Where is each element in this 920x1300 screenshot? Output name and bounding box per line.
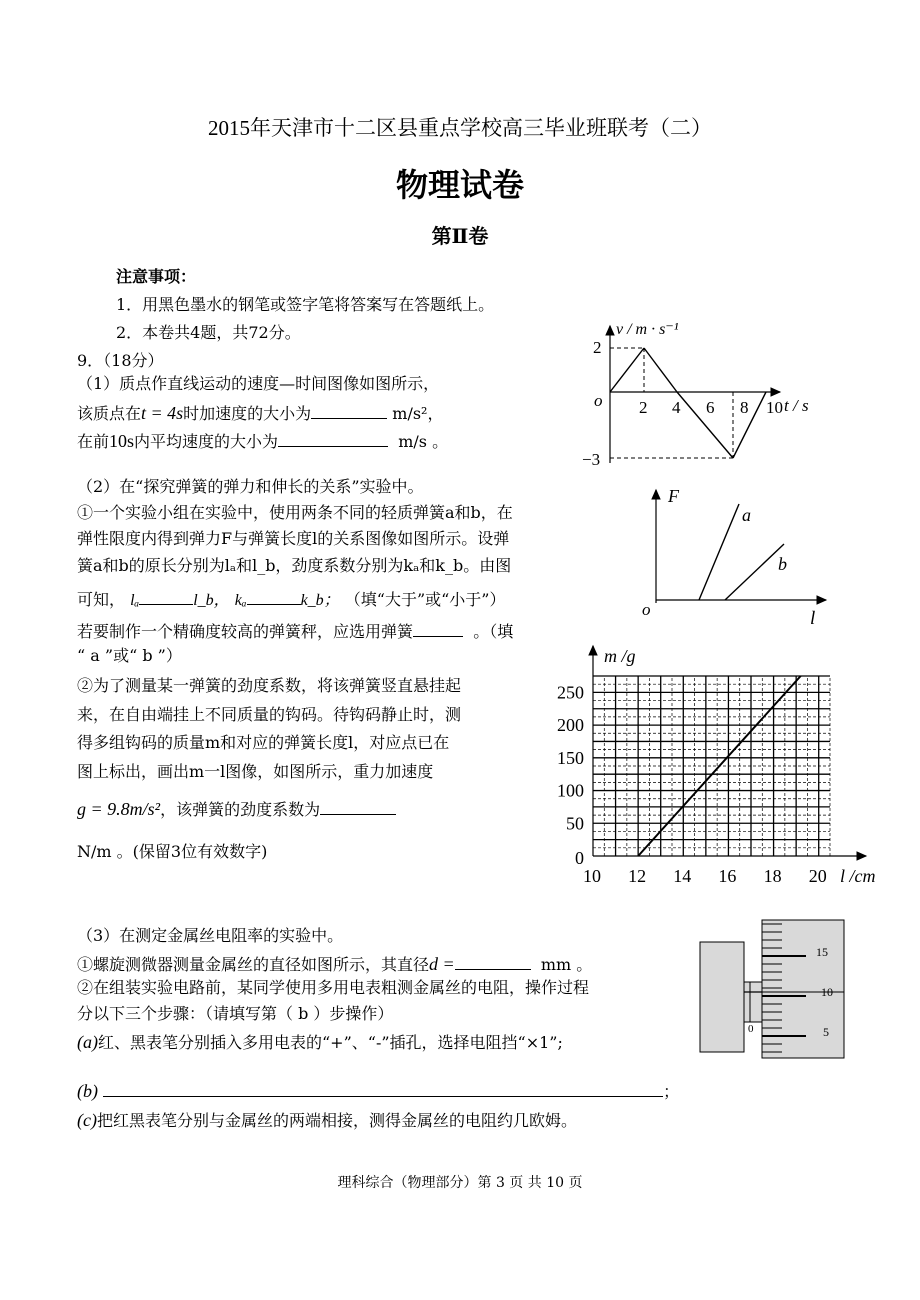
part1-line2-a: 该质点在 [77,404,142,423]
part1-line3 [77,430,448,452]
fl-line-a [699,504,739,600]
step-c-text: 把红黑表笔分别与金属丝的两端相接，测得金属丝的电阻约几欧姆。 [96,1111,577,1130]
ml-xtick-label: 14 [673,866,692,886]
la-symbol: lₐ [130,592,140,609]
part1-line2 [77,402,443,424]
fl-graph [612,478,840,633]
part2-line6-a: 若要制作一个精确度较高的弹簧秤，应选用弹簧 [77,622,414,641]
ml-ytick-label: 100 [557,780,584,801]
part2-line5-b: （填“大于”或“小于”） [344,590,506,609]
part3-unit-mm: mm 。 [540,955,593,974]
answer-blank-accel[interactable] [311,402,387,419]
step-a-label: (a) [77,1032,98,1052]
ml-data-line [638,676,801,856]
part1-line2-b: 时加速度的大小为 [183,404,312,423]
thimble-label-10: 10 [821,985,833,999]
fl-line-b [725,544,784,600]
t-expression: t = 4s [141,403,184,423]
part1-line3-b: 内平均速度的大小为 [134,432,279,451]
part3-line2 [77,953,592,975]
ml-chart [548,640,900,890]
step-b [77,1080,679,1102]
fl-y-label: F [668,486,679,506]
ml-ytick-label: 250 [557,682,584,703]
part2-line12 [77,798,396,820]
ml-x-label: l /cm [840,866,876,886]
answer-blank-spring-choice[interactable] [413,620,463,637]
part2-line10: 得多组钩码的质量m和对应的弹簧长度l，对应点已在 [77,733,450,752]
micrometer-spindle [744,982,762,1022]
part2-line4: 簧a和b的原长分别为lₐ和l_b，劲度系数分别为kₐ和k_b。由图 [77,556,512,575]
kb-symbol: k_b； [300,592,340,609]
step-b-label: (b) [77,1081,98,1101]
note-item-2: 2．本卷共4题，共72分。 [116,323,301,342]
ml-xtick-label: 10 [583,866,601,886]
answer-blank-spring-constant[interactable] [320,798,396,815]
answer-blank-stiffness[interactable] [247,588,301,605]
fl-label-b: b [778,554,787,574]
fl-origin: o [642,600,651,619]
volume-label: 第Ⅱ卷 [431,224,489,248]
vt-segment-fall [644,348,677,392]
vt-xtick-4: 4 [672,398,681,417]
vt-ytick-2: 2 [593,338,602,357]
note-item-1: 1．用黑色墨水的钢笔或签字笔将答案写在答题纸上。 [116,295,495,314]
vt-ytick-neg3: −3 [582,450,601,469]
step-b-end: ； [663,1082,680,1101]
part2-line8: ②为了测量某一弹簧的劲度系数，将该弹簧竖直悬挂起 [77,676,462,695]
answer-blank-avg-velocity[interactable] [278,430,388,447]
part3-line2-a: ①螺旋测微器测量金属丝的直径如图所示，其直径 [77,955,430,974]
part2-line7: “ a ”或“ b ”） [77,646,182,665]
ml-ytick-label: 0 [575,848,584,868]
subject-title: 物理试卷 [395,166,524,204]
vt-segment-rise [610,348,644,392]
part2-line6 [77,620,513,642]
part2-line6-b: 。（填 [473,622,514,641]
ml-data-line-group [638,676,801,856]
unit-velocity: m/s 。 [398,432,449,451]
step-a [77,1032,563,1053]
thimble-label-15: 15 [816,945,828,959]
answer-blank-step-b[interactable] [103,1080,663,1097]
ml-y-label: m /g [604,646,636,666]
ml-ytick-label: 150 [557,747,584,768]
part2-line5-a: 可知， [77,590,126,609]
step-a-text: 红、黑表笔分别插入多用电表的“+”、“-”插孔，选择电阻挡“×1”; [98,1033,563,1052]
part1-line3-a: 在前 [77,432,110,451]
step-c [77,1110,577,1131]
answer-blank-diameter[interactable] [455,953,531,970]
question-number: 9．（18分） [77,351,164,370]
part2-line2: ①一个实验小组在实验中，使用两条不同的轻质弹簧a和b，在 [77,503,513,522]
lb-symbol: l_b， [193,592,230,609]
exam-title: 2015年天津市十二区县重点学校高三毕业班联考（二） [208,116,712,140]
ka-symbol: kₐ [234,592,247,609]
vt-xtick-8: 8 [740,398,749,417]
vt-origin: o [594,391,603,410]
vt-segment-neg [677,392,733,458]
d-expression: d = [429,954,455,974]
vt-x-label: t / s [784,396,809,415]
sleeve-label-0: 0 [748,1023,754,1035]
fl-label-a: a [742,505,751,525]
part2-line3: 弹性限度内得到弹力F与弹簧长度l的关系图像如图所示。设弹 [77,529,510,548]
part2-line13: N/m 。(保留3位有效数字) [77,842,268,861]
ml-xtick-label: 16 [718,866,737,886]
part2-line11: 图上标出，画出m一l图像，如图所示，重力加速度 [77,762,434,781]
thimble-label-5: 5 [823,1025,829,1039]
answer-blank-length[interactable] [139,588,193,605]
micrometer-sleeve [700,942,744,1052]
page-footer: 理科综合（物理部分）第 3 页 共 10 页 [337,1175,583,1191]
ml-xtick-label: 18 [763,866,782,886]
vt-xtick-6: 6 [706,398,715,417]
micrometer [698,918,848,1060]
ml-xtick-label: 12 [628,866,647,886]
notes-heading: 注意事项： [116,267,197,286]
part2-line9: 来，在自由端挂上不同质量的钩码。待钩码静止时，测 [77,705,462,724]
part3-line1: （3）在测定金属丝电阻率的实验中。 [77,926,344,945]
part3-line3: ②在组装实验电路前，某同学使用多用电表粗测金属丝的电阻，操作过程 [77,978,590,997]
part2-line1: （2）在“探究弹簧的弹力和伸长的关系”实验中。 [77,477,424,496]
unit-accel: m/s²， [392,404,444,423]
part2-line12-text: ，该弹簧的劲度系数为 [160,800,321,819]
ml-grid [593,676,830,856]
step-c-label: (c) [77,1110,97,1130]
part1-line1: （1）质点作直线运动的速度—时间图像如图所示， [77,374,440,393]
ml-ytick-label: 200 [557,715,584,736]
ml-xtick-label: 20 [808,866,827,886]
vt-xtick-10: 10 [766,398,783,417]
vt-segment-return [733,392,766,458]
vt-xtick-2: 2 [639,398,648,417]
g-expression: g = 9.8m/s² [77,799,161,819]
fl-x-label: l [810,608,816,629]
part2-line5 [77,588,506,611]
t10-expression: 10s [109,431,135,451]
vt-graph [578,318,840,473]
ml-ytick-label: 50 [566,813,584,834]
part3-line4: 分以下三个步骤：（请填写第（ b ）步操作） [77,1004,394,1023]
vt-y-label: v / m · s⁻¹ [616,321,679,338]
